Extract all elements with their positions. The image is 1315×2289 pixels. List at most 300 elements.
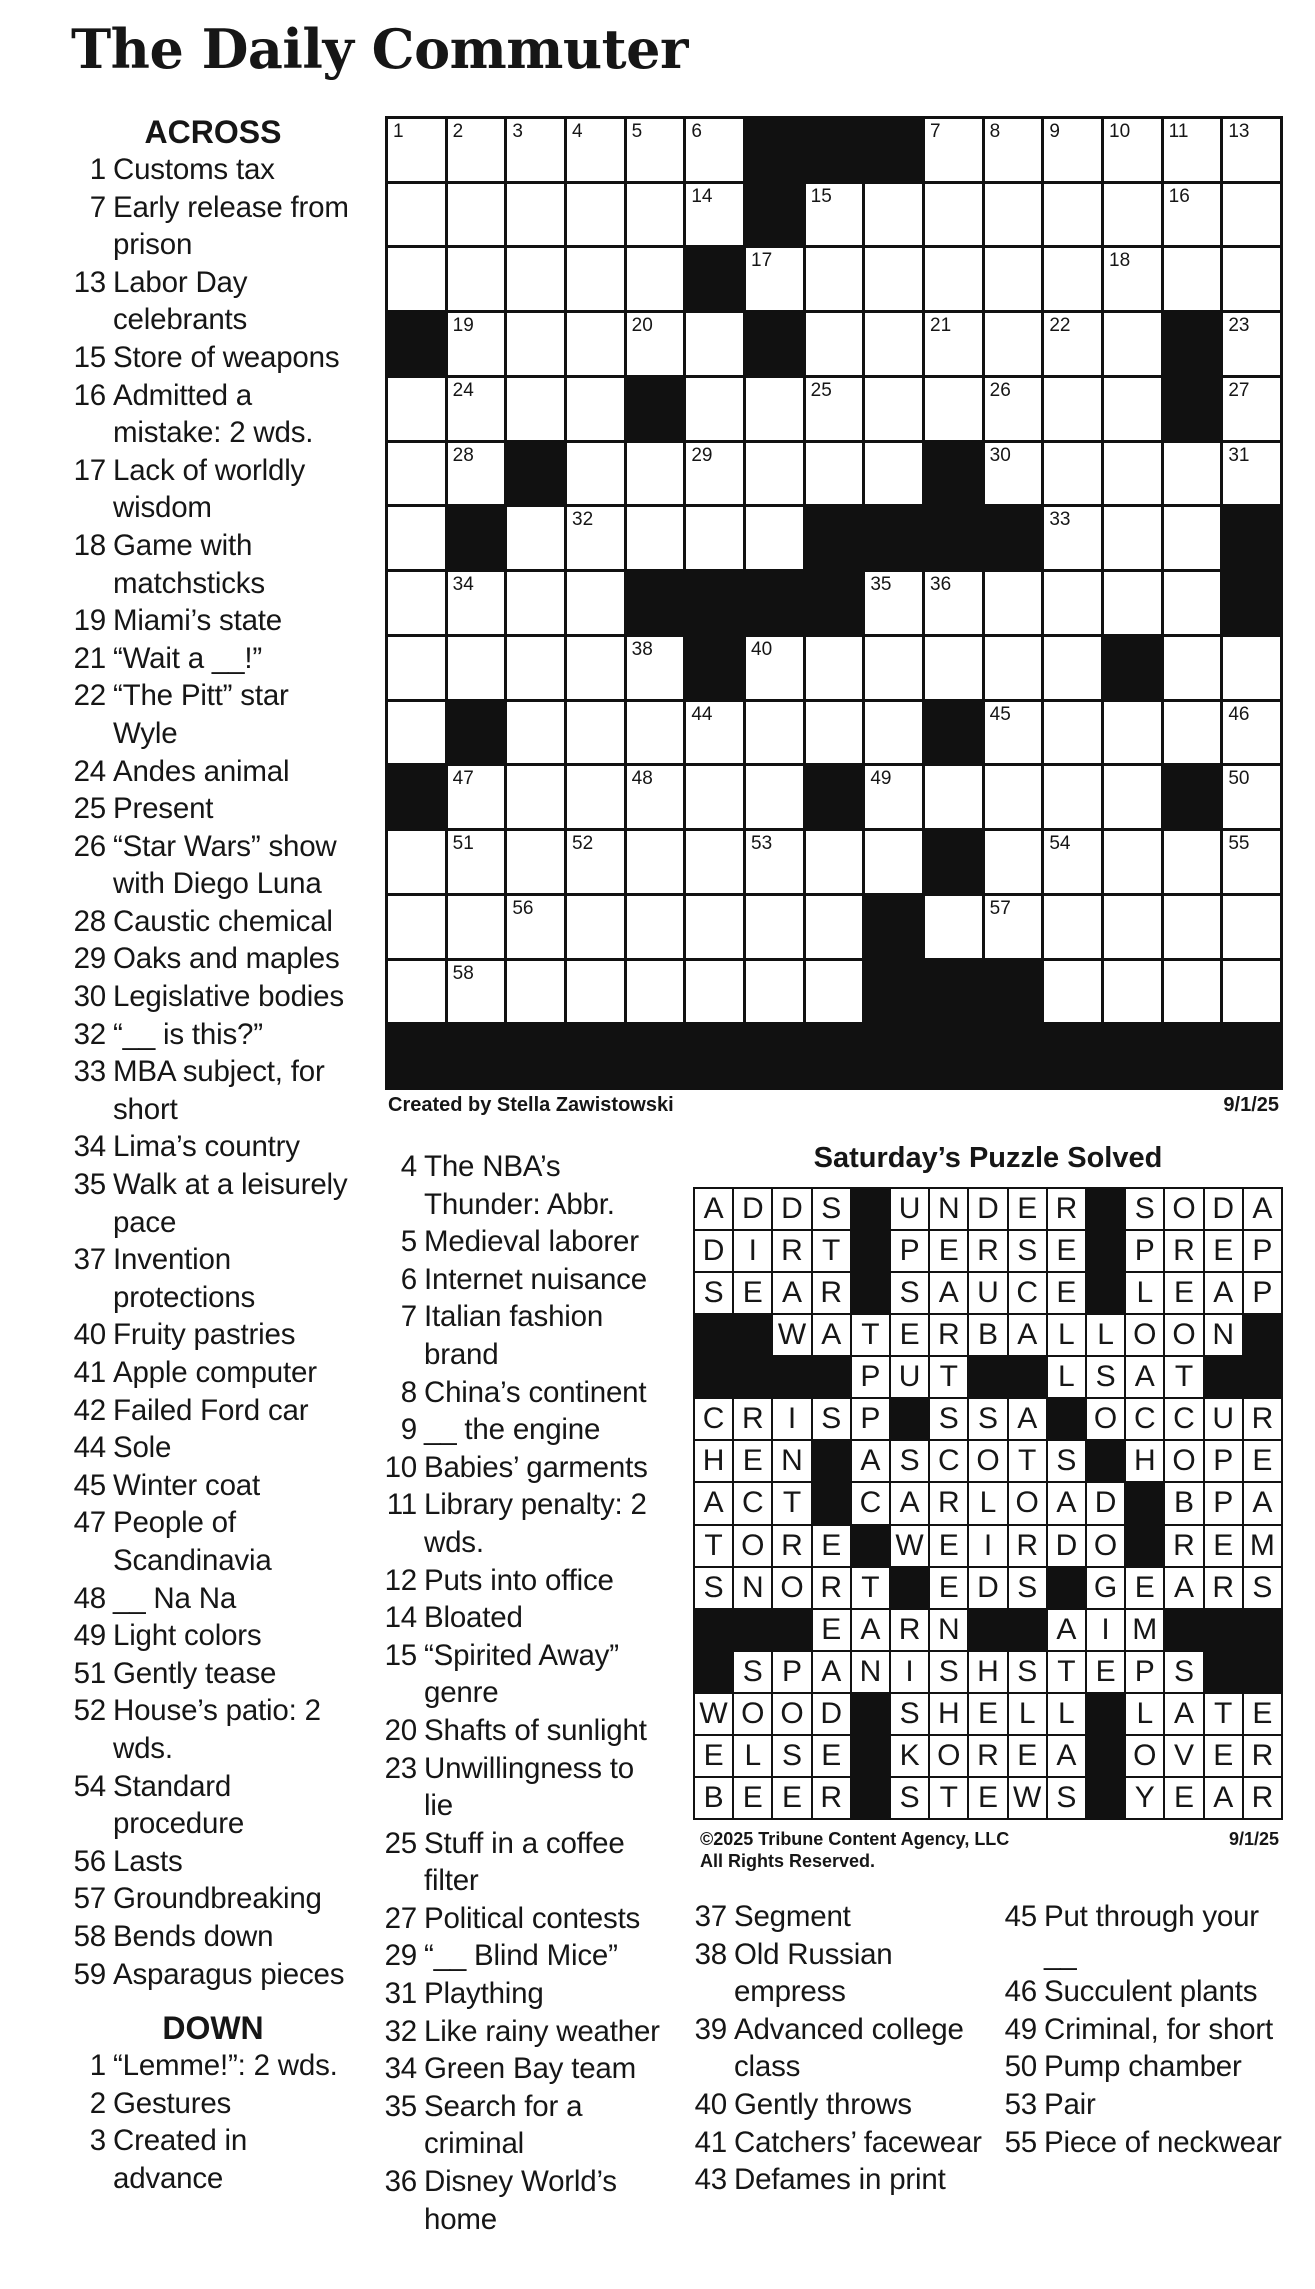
grid-cell[interactable]	[686, 507, 743, 569]
grid-block	[448, 702, 505, 764]
solved-letter: W	[895, 1528, 924, 1562]
solved-block	[1009, 1357, 1046, 1397]
clue-number: 12	[384, 1563, 417, 1597]
solved-cell	[695, 1399, 732, 1439]
solved-letter: E	[938, 1234, 959, 1268]
clue-text: Store of weapons	[113, 340, 340, 374]
cell-number: 14	[691, 185, 713, 207]
solved-letter: A	[781, 1276, 802, 1310]
solved-block	[1048, 1568, 1085, 1608]
solved-letter: R	[937, 1318, 960, 1352]
grid-cell[interactable]	[746, 507, 803, 569]
grid-cell[interactable]	[1164, 507, 1221, 569]
solved-cell	[852, 1610, 889, 1650]
grid-cell[interactable]	[686, 766, 743, 828]
grid-cell[interactable]	[1104, 896, 1161, 958]
grid-cell[interactable]	[1104, 248, 1161, 310]
grid-cell[interactable]	[746, 378, 803, 440]
clue-item	[68, 1692, 358, 1767]
solved-letter: M	[1132, 1612, 1158, 1646]
solved-letter: P	[1134, 1234, 1155, 1268]
grid-cell[interactable]	[448, 766, 505, 828]
solved-cell	[1244, 1273, 1281, 1313]
grid-cell[interactable]	[686, 119, 743, 181]
grid-cell[interactable]	[507, 184, 564, 246]
solved-letter: A	[1213, 1276, 1234, 1310]
solved-letter: E	[899, 1318, 920, 1352]
solved-cell	[1165, 1736, 1202, 1776]
grid-cell[interactable]	[448, 184, 505, 246]
grid-cell[interactable]	[567, 961, 624, 1023]
grid-cell[interactable]	[686, 702, 743, 764]
grid-cell[interactable]	[1164, 831, 1221, 893]
solved-letter: C	[1173, 1402, 1195, 1436]
grid-cell[interactable]	[746, 702, 803, 764]
grid-cell[interactable]	[686, 961, 743, 1023]
solved-cell	[969, 1652, 1006, 1692]
grid-cell[interactable]	[1044, 313, 1101, 375]
grid-cell[interactable]	[985, 443, 1042, 505]
grid-cell[interactable]	[627, 443, 684, 505]
solved-letter: B	[1173, 1486, 1194, 1520]
grid-cell[interactable]	[1044, 831, 1101, 893]
grid-cell[interactable]	[448, 637, 505, 699]
solved-cell	[930, 1399, 967, 1439]
clue-item	[378, 1223, 670, 1261]
clue-number: 25	[384, 1826, 417, 1860]
grid-cell[interactable]	[925, 896, 982, 958]
solved-cell	[734, 1273, 771, 1313]
grid-cell[interactable]	[1223, 443, 1280, 505]
solved-cell	[695, 1694, 732, 1734]
solved-block	[1087, 1778, 1124, 1818]
grid-cell[interactable]	[865, 831, 922, 893]
solved-letter: P	[1252, 1234, 1273, 1268]
grid-cell[interactable]	[1223, 702, 1280, 764]
grid-cell[interactable]	[627, 184, 684, 246]
grid-cell[interactable]	[567, 507, 624, 569]
solved-letter: I	[748, 1234, 757, 1268]
clue-text: Unwillingness to lie	[424, 1751, 634, 1823]
clue-number: 7	[400, 1300, 417, 1334]
grid-cell[interactable]	[388, 831, 445, 893]
solved-block	[1087, 1736, 1124, 1776]
clue-text: “__ is this?”	[113, 1017, 263, 1051]
grid-cell[interactable]	[925, 248, 982, 310]
solved-letter: L	[979, 1486, 997, 1520]
grid-cell[interactable]	[746, 961, 803, 1023]
grid-cell[interactable]	[507, 248, 564, 310]
clue-number: 26	[73, 829, 106, 863]
grid-cell[interactable]	[1044, 443, 1101, 505]
solved-letter: E	[938, 1528, 959, 1562]
grid-cell[interactable]	[627, 637, 684, 699]
grid-cell[interactable]	[567, 313, 624, 375]
clue-text: Puts into office	[424, 1563, 614, 1597]
solved-cell	[1205, 1483, 1242, 1523]
grid-cell[interactable]	[1164, 248, 1221, 310]
grid-cell[interactable]	[806, 896, 863, 958]
solved-cell	[734, 1694, 771, 1734]
grid-cell[interactable]	[985, 831, 1042, 893]
grid-cell[interactable]	[865, 443, 922, 505]
grid-cell[interactable]	[388, 184, 445, 246]
solved-letter: S	[1173, 1654, 1194, 1688]
grid-cell[interactable]	[1164, 443, 1221, 505]
grid-cell[interactable]	[985, 702, 1042, 764]
grid-cell[interactable]	[567, 378, 624, 440]
grid-cell[interactable]	[567, 443, 624, 505]
grid-cell[interactable]	[925, 184, 982, 246]
grid-cell[interactable]	[1223, 637, 1280, 699]
clue-number: 37	[73, 1243, 106, 1277]
grid-cell[interactable]	[1044, 637, 1101, 699]
cell-number: 53	[751, 833, 773, 855]
grid-cell[interactable]	[985, 378, 1042, 440]
grid-cell[interactable]	[507, 896, 564, 958]
solved-cell	[773, 1694, 810, 1734]
grid-cell[interactable]	[388, 896, 445, 958]
grid-cell[interactable]	[388, 702, 445, 764]
cell-number: 23	[1228, 315, 1250, 337]
clue-item	[68, 189, 358, 264]
grid-cell[interactable]	[686, 896, 743, 958]
grid-cell[interactable]	[865, 184, 922, 246]
solved-cell	[695, 1189, 732, 1229]
grid-cell[interactable]	[925, 637, 982, 699]
grid-cell[interactable]	[1104, 313, 1161, 375]
solved-cell	[1087, 1652, 1124, 1692]
grid-cell[interactable]	[806, 702, 863, 764]
grid-cell[interactable]	[686, 378, 743, 440]
clue-item	[68, 1956, 358, 1994]
cell-number: 26	[989, 379, 1011, 401]
grid-cell[interactable]	[925, 119, 982, 181]
grid-cell[interactable]	[865, 766, 922, 828]
solved-cell	[1087, 1610, 1124, 1650]
grid-cell[interactable]	[746, 896, 803, 958]
grid-cell[interactable]	[567, 702, 624, 764]
grid-cell[interactable]	[448, 313, 505, 375]
grid-cell[interactable]	[448, 831, 505, 893]
grid-cell[interactable]	[806, 248, 863, 310]
grid-cell[interactable]	[865, 572, 922, 634]
solved-letter: T	[861, 1570, 880, 1604]
solved-cell	[891, 1778, 928, 1818]
grid-cell[interactable]	[1104, 378, 1161, 440]
grid-cell[interactable]	[865, 637, 922, 699]
grid-cell[interactable]	[567, 248, 624, 310]
solved-block	[1048, 1399, 1085, 1439]
clue-item	[378, 1637, 670, 1712]
solved-block	[734, 1357, 771, 1397]
grid-cell[interactable]	[507, 313, 564, 375]
solved-cell	[1009, 1273, 1046, 1313]
grid-cell[interactable]	[985, 766, 1042, 828]
grid-cell[interactable]	[1164, 896, 1221, 958]
grid-cell[interactable]	[686, 831, 743, 893]
grid-cell[interactable]	[985, 637, 1042, 699]
solved-cell	[1126, 1652, 1163, 1692]
solved-letter: E	[1213, 1738, 1234, 1772]
grid-cell[interactable]	[448, 443, 505, 505]
grid-block	[985, 961, 1042, 1023]
grid-cell[interactable]	[746, 766, 803, 828]
grid-cell[interactable]	[1104, 961, 1161, 1023]
grid-cell[interactable]	[985, 248, 1042, 310]
grid-cell[interactable]	[448, 119, 505, 181]
grid-cell[interactable]	[925, 378, 982, 440]
grid-cell[interactable]	[865, 378, 922, 440]
solved-letter: R	[977, 1738, 999, 1772]
solved-letter: E	[1056, 1276, 1077, 1310]
clue-item	[68, 1655, 358, 1693]
grid-cell[interactable]	[448, 572, 505, 634]
cell-number: 24	[452, 379, 474, 401]
grid-cell[interactable]	[746, 248, 803, 310]
grid-cell[interactable]	[388, 378, 445, 440]
grid-cell[interactable]	[985, 184, 1042, 246]
grid-cell[interactable]	[388, 572, 445, 634]
solved-cell	[1048, 1483, 1085, 1523]
solved-cell	[1009, 1736, 1046, 1776]
grid-cell[interactable]	[746, 831, 803, 893]
solved-letter: S	[1017, 1654, 1038, 1688]
grid-cell[interactable]	[1223, 831, 1280, 893]
solved-cell	[1009, 1441, 1046, 1481]
grid-cell[interactable]	[388, 248, 445, 310]
clue-item	[378, 2013, 670, 2051]
solved-letter: U	[1212, 1402, 1235, 1436]
grid-cell[interactable]	[388, 443, 445, 505]
grid-cell[interactable]	[388, 637, 445, 699]
clue-number: 37	[694, 1900, 727, 1933]
clue-item	[68, 1316, 358, 1354]
grid-cell[interactable]	[746, 637, 803, 699]
clue-number: 38	[694, 1937, 727, 1971]
grid-cell[interactable]	[1223, 896, 1280, 958]
clue-item	[688, 2161, 993, 2199]
solved-cell	[1126, 1231, 1163, 1271]
grid-cell[interactable]	[1044, 766, 1101, 828]
solved-cell	[813, 1231, 850, 1271]
grid-block	[806, 507, 863, 569]
grid-cell[interactable]	[448, 378, 505, 440]
grid-cell[interactable]	[627, 248, 684, 310]
grid-cell[interactable]	[1223, 119, 1280, 181]
solved-letter: S	[742, 1654, 763, 1688]
grid-cell[interactable]	[1164, 702, 1221, 764]
crossword-grid	[385, 116, 1283, 1090]
clue-text: Gently tease	[113, 1656, 277, 1690]
grid-cell[interactable]	[388, 507, 445, 569]
grid-cell[interactable]	[985, 119, 1042, 181]
solved-letter: O	[1093, 1402, 1118, 1436]
grid-cell[interactable]	[448, 961, 505, 1023]
solved-letter: P	[781, 1654, 802, 1688]
solved-cell	[1165, 1568, 1202, 1608]
grid-cell[interactable]	[507, 637, 564, 699]
grid-cell[interactable]	[627, 119, 684, 181]
grid-cell[interactable]	[1104, 443, 1161, 505]
clue-item	[378, 1148, 670, 1223]
grid-cell[interactable]	[925, 572, 982, 634]
grid-cell[interactable]	[567, 637, 624, 699]
grid-cell[interactable]	[388, 961, 445, 1023]
grid-cell[interactable]	[448, 896, 505, 958]
solved-block	[1087, 1189, 1124, 1229]
grid-cell[interactable]	[1223, 313, 1280, 375]
solved-cell	[1087, 1526, 1124, 1566]
clue-text: Invention protections	[113, 1243, 256, 1314]
grid-cell[interactable]	[507, 831, 564, 893]
grid-cell[interactable]	[1223, 184, 1280, 246]
grid-cell[interactable]	[865, 313, 922, 375]
grid-cell[interactable]	[1164, 184, 1221, 246]
grid-cell[interactable]	[806, 378, 863, 440]
cell-number: 38	[631, 638, 653, 660]
clue-text: Internet nuisance	[424, 1262, 647, 1296]
clue-item	[68, 1768, 358, 1843]
clue-item	[378, 1599, 670, 1637]
grid-cell[interactable]	[1044, 702, 1101, 764]
grid-cell[interactable]	[627, 766, 684, 828]
grid-cell[interactable]	[865, 248, 922, 310]
clue-number: 1	[89, 2049, 106, 2083]
grid-cell[interactable]	[1044, 961, 1101, 1023]
grid-cell[interactable]	[806, 637, 863, 699]
grid-cell[interactable]	[1164, 961, 1221, 1023]
grid-cell[interactable]	[985, 572, 1042, 634]
solved-cell	[773, 1399, 810, 1439]
grid-cell[interactable]	[507, 378, 564, 440]
grid-cell[interactable]	[567, 184, 624, 246]
grid-cell[interactable]	[1104, 572, 1161, 634]
grid-cell[interactable]	[1104, 766, 1161, 828]
grid-cell[interactable]	[507, 702, 564, 764]
grid-cell[interactable]	[746, 443, 803, 505]
grid-cell[interactable]	[627, 507, 684, 569]
solved-cell	[930, 1610, 967, 1650]
grid-cell[interactable]	[806, 313, 863, 375]
grid-cell[interactable]	[925, 766, 982, 828]
clue-item	[68, 1016, 358, 1054]
grid-cell[interactable]	[985, 896, 1042, 958]
solved-cell	[1244, 1736, 1281, 1776]
solved-cell	[1205, 1778, 1242, 1818]
grid-cell[interactable]	[1223, 378, 1280, 440]
grid-cell[interactable]	[567, 896, 624, 958]
grid-cell[interactable]	[507, 507, 564, 569]
solved-letter: S	[821, 1402, 842, 1436]
solved-cell	[852, 1441, 889, 1481]
grid-cell[interactable]	[865, 702, 922, 764]
grid-cell[interactable]	[1044, 572, 1101, 634]
solved-letter: P	[899, 1234, 920, 1268]
solved-block	[773, 1357, 810, 1397]
grid-cell[interactable]	[686, 184, 743, 246]
grid-cell[interactable]	[1044, 184, 1101, 246]
solved-cell	[852, 1399, 889, 1439]
clue-number: 4	[400, 1150, 417, 1183]
grid-cell[interactable]	[985, 313, 1042, 375]
solved-letter: R	[741, 1402, 764, 1436]
grid-cell[interactable]	[1044, 119, 1101, 181]
grid-cell[interactable]	[627, 896, 684, 958]
grid-cell[interactable]	[1164, 119, 1221, 181]
grid-block	[1104, 637, 1161, 699]
grid-cell[interactable]	[1223, 766, 1280, 828]
grid-cell[interactable]	[806, 443, 863, 505]
grid-cell[interactable]	[686, 443, 743, 505]
grid-cell[interactable]	[1044, 507, 1101, 569]
grid-cell[interactable]	[567, 831, 624, 893]
grid-cell[interactable]	[925, 313, 982, 375]
solved-cell	[1205, 1526, 1242, 1566]
grid-cell[interactable]	[507, 766, 564, 828]
solved-letter: A	[860, 1444, 881, 1478]
grid-cell[interactable]	[627, 831, 684, 893]
grid-cell[interactable]	[1223, 248, 1280, 310]
solved-cell	[891, 1736, 928, 1776]
solved-cell	[1009, 1189, 1046, 1229]
grid-cell[interactable]	[1164, 637, 1221, 699]
grid-cell[interactable]	[627, 702, 684, 764]
grid-cell[interactable]	[388, 119, 445, 181]
grid-cell[interactable]	[1104, 184, 1161, 246]
clue-text: Disney World’s home	[424, 2165, 617, 2236]
clue-text: Asparagus pieces	[113, 1957, 345, 1991]
grid-cell[interactable]	[1104, 702, 1161, 764]
grid-cell[interactable]	[507, 572, 564, 634]
grid-cell[interactable]	[686, 313, 743, 375]
grid-cell[interactable]	[627, 313, 684, 375]
solved-letter: S	[938, 1402, 959, 1436]
grid-cell[interactable]	[507, 119, 564, 181]
grid-cell[interactable]	[1044, 896, 1101, 958]
solved-cell	[1048, 1610, 1085, 1650]
grid-cell[interactable]	[1104, 119, 1161, 181]
grid-cell[interactable]	[627, 961, 684, 1023]
clue-item	[68, 151, 358, 189]
grid-cell[interactable]	[567, 766, 624, 828]
solved-cell	[734, 1568, 771, 1608]
grid-cell[interactable]	[507, 961, 564, 1023]
grid-cell[interactable]	[1044, 248, 1101, 310]
cell-number: 45	[989, 703, 1011, 725]
grid-cell[interactable]	[448, 248, 505, 310]
grid-cell[interactable]	[1104, 507, 1161, 569]
grid-cell[interactable]	[1223, 961, 1280, 1023]
grid-cell[interactable]	[806, 184, 863, 246]
grid-cell[interactable]	[806, 831, 863, 893]
grid-cell[interactable]	[1044, 378, 1101, 440]
solved-letter: C	[1133, 1402, 1156, 1436]
solved-block	[1087, 1273, 1124, 1313]
clue-text: People of Scandinavia	[113, 1506, 272, 1577]
grid-cell[interactable]	[1104, 831, 1161, 893]
grid-cell[interactable]	[567, 572, 624, 634]
grid-cell[interactable]	[806, 961, 863, 1023]
clue-item	[68, 903, 358, 941]
solved-cell	[930, 1273, 967, 1313]
solved-letter: R	[1016, 1528, 1039, 1562]
clue-item	[378, 1261, 670, 1299]
solved-letter: S	[1017, 1234, 1038, 1268]
grid-cell[interactable]	[567, 119, 624, 181]
solved-letter: A	[1017, 1402, 1038, 1436]
grid-cell[interactable]	[1164, 572, 1221, 634]
